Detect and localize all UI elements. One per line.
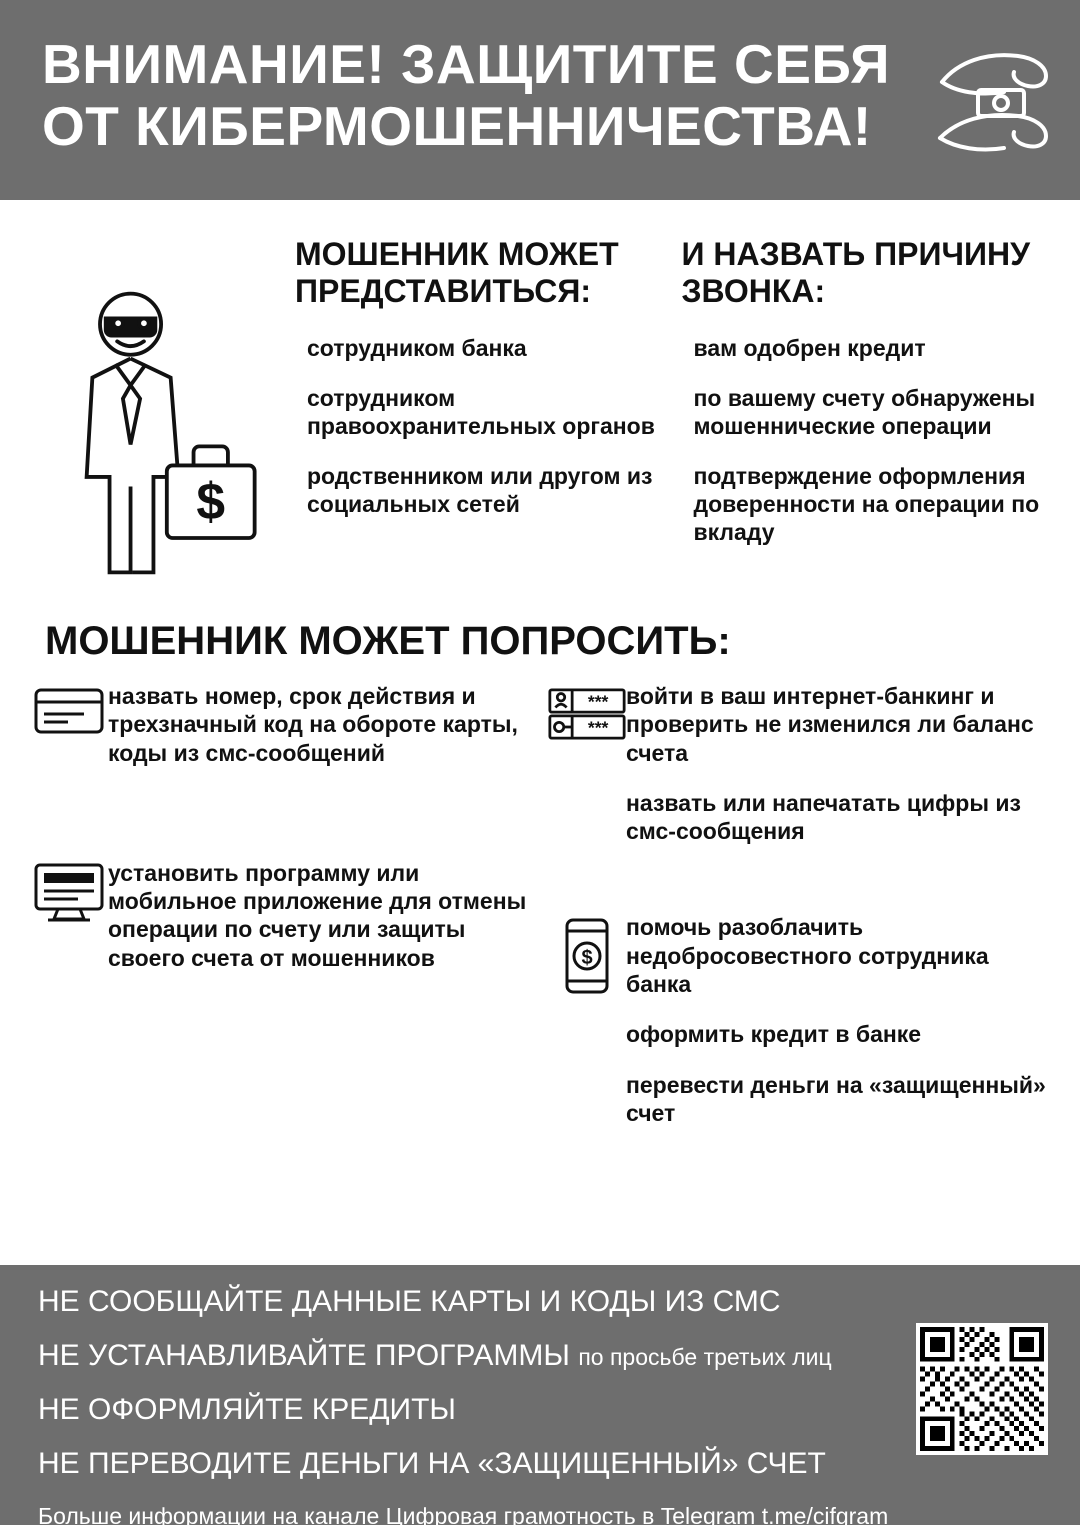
ask-item-text: оформить кредит в банке [626, 1021, 922, 1048]
poster-header [0, 0, 1080, 200]
impersonate-heading: МОШЕННИК МОЖЕТ ПРЕДСТАВИТЬСЯ: [295, 236, 619, 310]
list-item: сотрудником банка [307, 335, 527, 362]
call-reason-list [682, 334, 1051, 546]
list-item [548, 1071, 1050, 1128]
ask-item-text: помочь разоблачить недобросовестного сотрудника банка [626, 914, 989, 997]
hand-with-money-icon [934, 34, 1054, 164]
list-item [548, 789, 1050, 846]
footer-note: Больше информации на канале Цифровая грамотность в Telegram t.me/cifgram [38, 1503, 889, 1529]
desktop-monitor-icon [30, 859, 108, 923]
footer-warnings [38, 1287, 918, 1530]
login-password-form-icon [548, 682, 626, 742]
ask-item-text: назвать или напечатать цифры из смс-сообщения [626, 789, 1021, 845]
list-item: по вашему счету обнаружены мошеннические операции [693, 385, 1036, 440]
smartphone-money-icon [548, 913, 626, 995]
list-item [548, 682, 1050, 767]
footer-line-2 [38, 1341, 918, 1371]
list-item [548, 913, 1050, 998]
list-item: подтверждение оформления доверенности на операции по вкладу [693, 463, 1040, 546]
ask-section [30, 682, 1050, 1149]
svg-text:$: $ [195, 471, 225, 530]
thief-illustration [30, 236, 295, 601]
ask-section-title: МОШЕННИК МОЖЕТ ПОПРОСИТЬ: [45, 619, 731, 663]
list-item: родственником или другом из социальных сетей [307, 463, 653, 518]
svg-text:***: *** [587, 691, 609, 712]
impersonation-section [30, 200, 1050, 601]
call-reason-heading: И НАЗВАТЬ ПРИЧИНУ ЗВОНКА: [681, 236, 1030, 310]
footer-line-3: НЕ ОФОРМЛЯЙТЕ КРЕДИТЫ [38, 1393, 456, 1426]
ask-item-text: войти в ваш интернет-банкинг и проверить не изменился ли баланс счета [626, 683, 1034, 766]
svg-text:***: *** [587, 717, 609, 738]
ask-item-text: назвать номер, срок действия и трехзначный код на обороте карты, коды из смс-сообщений [108, 683, 518, 766]
list-item [30, 682, 532, 767]
ask-right-column [548, 682, 1050, 1149]
footer-line-1: НЕ СООБЩАЙТЕ ДАННЫЕ КАРТЫ И КОДЫ ИЗ СМС [38, 1285, 781, 1318]
impersonate-list [295, 334, 664, 518]
call-reason-column [682, 236, 1051, 569]
footer-line-2-small: по просьбе третьих лиц [578, 1344, 832, 1370]
list-item: вам одобрен кредит [693, 335, 926, 362]
bank-card-icon [30, 682, 108, 734]
svg-text:$: $ [581, 947, 593, 970]
ask-left-column [30, 682, 532, 1149]
ask-item-text: перевести деньги на «защищенный» счет [626, 1071, 1046, 1126]
footer-line-2-main: НЕ УСТАНАВЛИВАЙТЕ ПРОГРАММЫ [38, 1339, 570, 1372]
list-item [548, 1020, 1050, 1048]
qr-code-icon[interactable] [916, 1323, 1048, 1455]
page-title: ВНИМАНИЕ! ЗАЩИТИТЕ СЕБЯ ОТ КИБЕРМОШЕННИЧЕСТВА! [42, 33, 891, 157]
impersonate-column [295, 236, 682, 540]
list-item [30, 859, 532, 972]
list-item: сотрудником правоохранительных органов [307, 385, 655, 440]
poster-footer [0, 1265, 1080, 1529]
footer-line-4: НЕ ПЕРЕВОДИТЕ ДЕНЬГИ НА «ЗАЩИЩЕННЫЙ» СЧЕТ [38, 1447, 826, 1480]
ask-item-text: установить программу или мобильное приложение для отмены операции по счету или защиты своего счета от мошенников [108, 859, 527, 971]
